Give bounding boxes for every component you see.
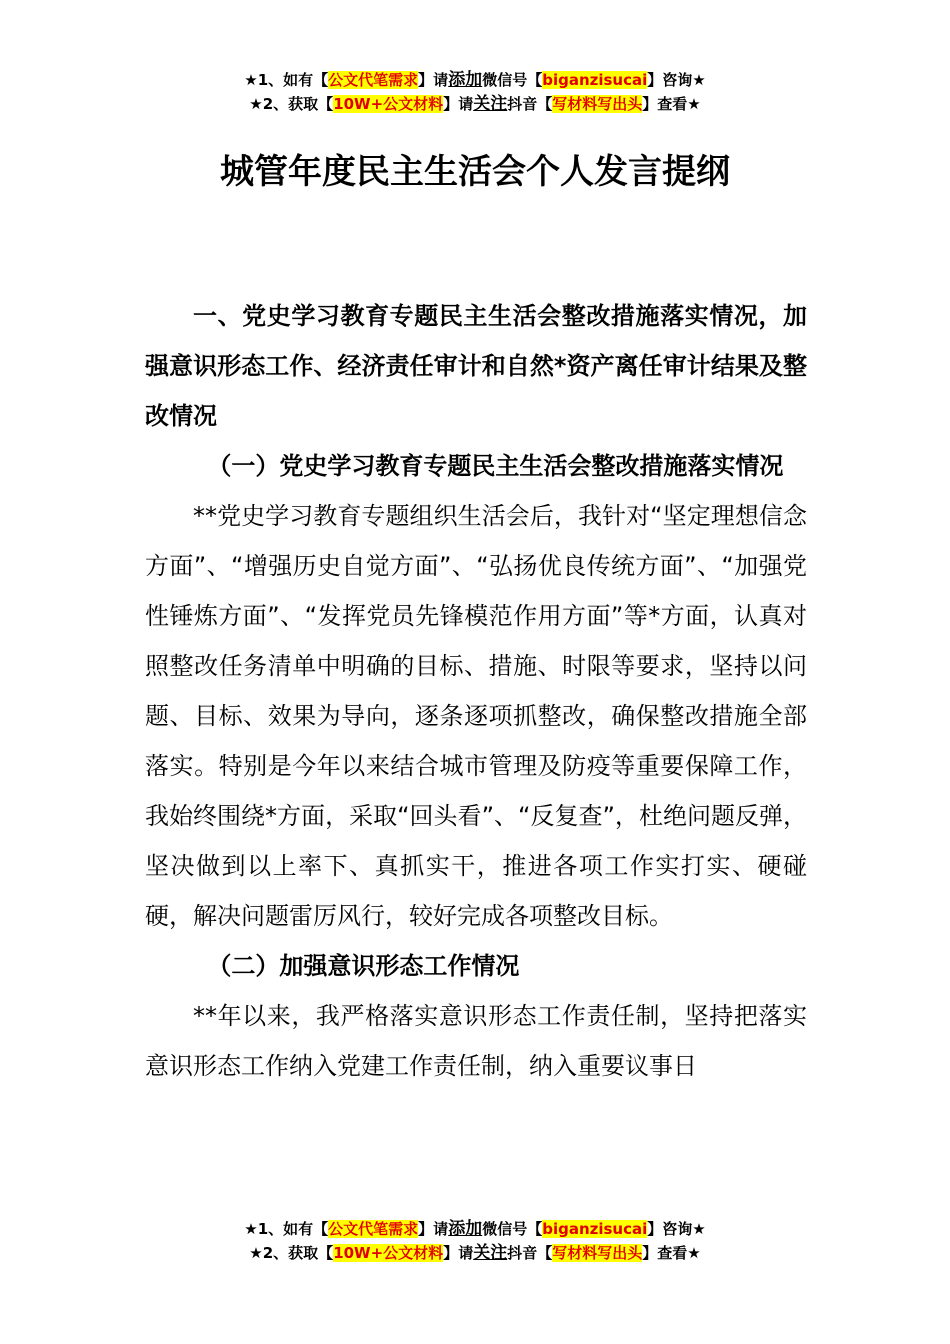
banner-line-2 <box>0 1241 950 1265</box>
banner-text: ★2、获取【 <box>249 1244 334 1262</box>
banner-text: 微信号【 <box>482 1220 543 1238</box>
banner-text: 】咨询★ <box>647 71 706 89</box>
banner-line-1 <box>0 1217 950 1241</box>
footer-banner <box>0 1217 950 1265</box>
banner-highlight: biganzisucai <box>542 1220 648 1238</box>
banner-highlight: biganzisucai <box>542 71 648 89</box>
banner-emphasis: 关注 <box>473 94 508 114</box>
banner-highlight: 写材料写出头 <box>552 95 643 113</box>
body-paragraph-1: **党史学习教育专题组织生活会后，我针对“坚定理想信念方面”、“增强历史自觉方面”、“弘扬优良传统方面”、“加强党性锤炼方面”、“发挥党员先锋模范作用方面”等*方面，认真对照整改任务清单中明确的目标、措施、时限等要求，坚持以问题、目标、效果为导向，逐条逐项抓整改，确保整改措施全部落实。特别是今年以来结合城市管理及防疫等重要保障工作，我始终围绕*方面，采取“回头看”、“反复查”，杜绝问题反弹，坚决做到以上率下、真抓实干，推进各项工作实打实、硬碰硬，解决问题雷厉风行，较好完成各项整改目标。 <box>145 502 807 930</box>
banner-text: 】查看★ <box>642 1244 701 1262</box>
banner-text: 】请 <box>418 71 449 89</box>
banner-text: 】请 <box>418 1220 449 1238</box>
banner-text: ★1、如有【 <box>244 1220 329 1238</box>
banner-text: 】请 <box>443 95 474 113</box>
banner-highlight: 10W+公文材料 <box>333 1244 444 1262</box>
banner-text: 抖音【 <box>507 1244 553 1262</box>
banner-line-1 <box>0 68 950 92</box>
header-banner <box>0 68 950 116</box>
banner-text: 微信号【 <box>482 71 543 89</box>
banner-highlight: 写材料写出头 <box>552 1244 643 1262</box>
banner-line-2 <box>0 92 950 116</box>
banner-text: 】请 <box>443 1244 474 1262</box>
banner-highlight: 公文代笔需求 <box>328 71 419 89</box>
banner-emphasis: 添加 <box>448 70 483 90</box>
banner-highlight: 公文代笔需求 <box>328 1220 419 1238</box>
subsection-heading-1: （一）党史学习教育专题民主生活会整改措施落实情况 <box>207 452 784 480</box>
banner-emphasis: 关注 <box>473 1243 508 1263</box>
banner-text: 】查看★ <box>642 95 701 113</box>
section-heading-1: 一、党史学习教育专题民主生活会整改措施落实情况，加强意识形态工作、经济责任审计和自然*资产离任审计结果及整改情况 <box>145 302 807 430</box>
body-paragraph-2: **年以来，我严格落实意识形态工作责任制，坚持把落实意识形态工作纳入党建工作责任制，纳入重要议事日 <box>145 1002 807 1080</box>
banner-text: ★2、获取【 <box>249 95 334 113</box>
banner-emphasis: 添加 <box>448 1219 483 1239</box>
banner-text: 抖音【 <box>507 95 553 113</box>
banner-highlight: 10W+公文材料 <box>333 95 444 113</box>
banner-text: 】咨询★ <box>647 1220 706 1238</box>
document-body <box>145 291 807 1091</box>
document-title: 城管年度民主生活会个人发言提纲 <box>220 152 730 192</box>
banner-text: ★1、如有【 <box>244 71 329 89</box>
subsection-heading-2: （二）加强意识形态工作情况 <box>207 952 520 980</box>
